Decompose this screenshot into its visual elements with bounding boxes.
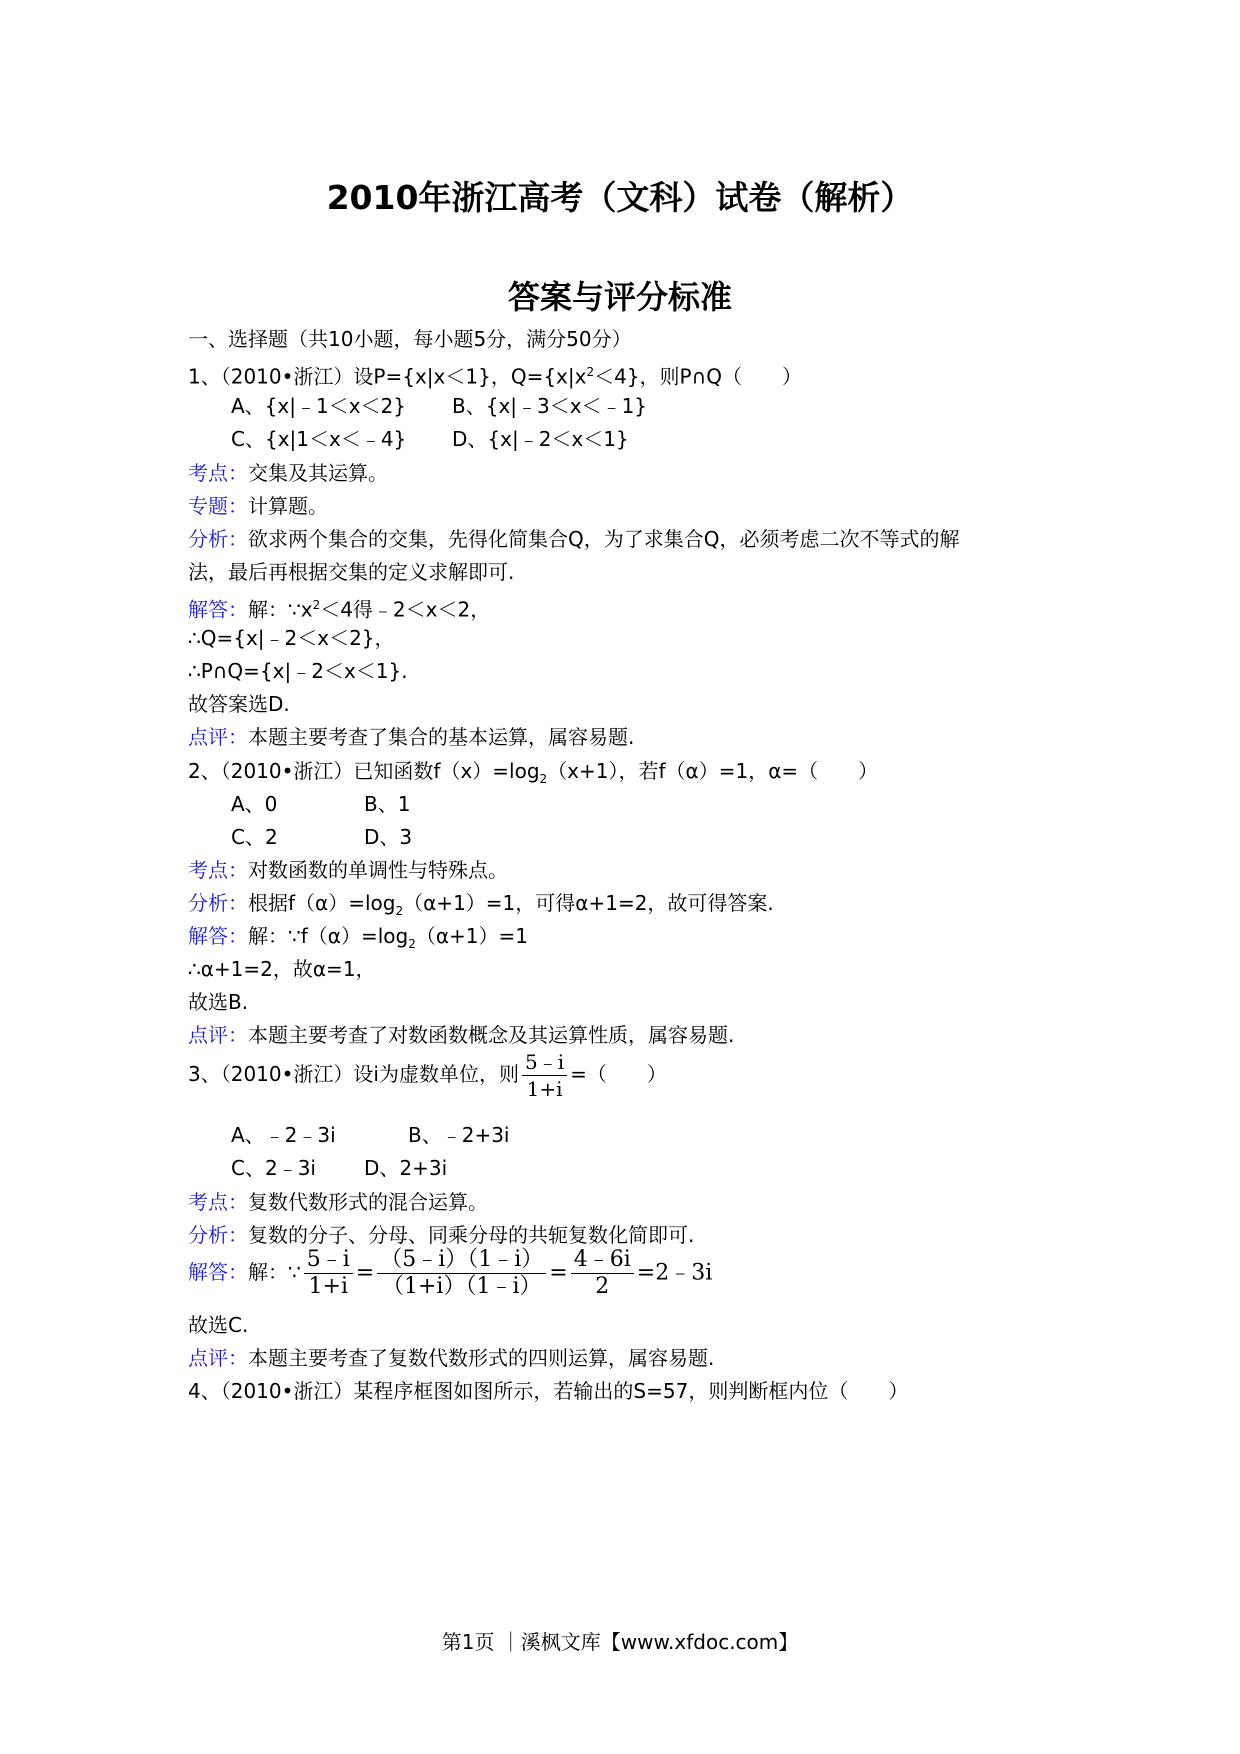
section-header: 一、选择题（共10小题，每小题5分，满分50分） — [188, 327, 632, 351]
page-footer: 第1页 ｜溪枫文库【www.xfdoc.com】 — [441, 1630, 799, 1654]
q3-fraction-1: $\frac{5﹣i}{1+i}$ — [304, 1247, 353, 1300]
q1-option-c: C、{x|1＜x＜﹣4} — [231, 427, 407, 451]
zhuanti-label: 专题： — [188, 494, 248, 518]
q3-fraction-3: $\frac{4﹣6i}{2}$ — [571, 1247, 634, 1300]
q3-option-a: A、﹣2﹣3i — [231, 1123, 336, 1147]
q2-option-c: C、2 — [231, 825, 278, 849]
q3-option-d: D、2+3i — [364, 1156, 448, 1180]
q1-option-b: B、{x|﹣3＜x＜﹣1} — [452, 394, 648, 418]
q1-option-d: D、{x|﹣2＜x＜1} — [452, 427, 629, 451]
q3-fraction-2: $\frac{(5﹣i)(1﹣i)}{(1+i)(1﹣i)}$ — [377, 1247, 546, 1300]
fenxi-label: 分析： — [188, 527, 248, 551]
q1-kaodian: 考点：交集及其运算。 — [188, 461, 388, 485]
q1-stem: 1、（2010•浙江）设P={x|x＜1}，$Q=\{x|x^2<4\}$，则P∩Q（ ） — [188, 364, 802, 389]
q3-jieda: 解答：解：∵ $\frac{5﹣i}{1+i}$ = $\frac{(5﹣i)(1﹣i)}{(1+i)(1﹣i)}$ = $\frac{4﹣6i}{2}$ =2﹣3i — [188, 1247, 713, 1299]
q3-option-c: C、2﹣3i — [231, 1156, 316, 1180]
q3-stem-fraction: $\frac{5﹣i}{1+i}$ — [522, 1049, 567, 1102]
q1-jieda: 解答：解：$\because x^2<4$得﹣2＜x＜2， — [188, 597, 491, 622]
q2-option-b: B、1 — [364, 792, 411, 816]
q2-option-d: D、3 — [364, 825, 413, 849]
q1-answer: 故答案选D. — [188, 692, 290, 716]
q2-stem: 2、（2010•浙江）已知函数$f(x)=\log_2(x+1)$，若f（α）=1，α=（ ） — [188, 759, 879, 786]
q1-zhuanti: 专题：计算题。 — [188, 494, 328, 518]
q2-jieda: 解答：解：$\because f(\alpha)=\log_2(\alpha+1)=1$ — [188, 924, 528, 951]
q1-dianping: 点评：本题主要考查了集合的基本运算，属容易题. — [188, 725, 635, 749]
page-title: 2010年浙江高考（文科）试卷（解析） — [326, 178, 914, 217]
q1-step-3: ∴P∩Q={x|﹣2＜x＜1}. — [188, 659, 408, 683]
q1-step-2: ∴Q={x|﹣2＜x＜2}， — [188, 626, 395, 650]
jieda-label: 解答： — [188, 597, 248, 622]
q1-option-a: A、{x|﹣1＜x＜2} — [231, 394, 406, 418]
dianping-label: 点评： — [188, 725, 248, 749]
kaodian-label: 考点： — [188, 461, 248, 485]
q2-dianping: 点评：本题主要考查了对数函数概念及其运算性质，属容易题. — [188, 1023, 735, 1047]
q2-kaodian: 考点：对数函数的单调性与特殊点。 — [188, 858, 508, 882]
q1-fenxi-cont: 法，最后再根据交集的定义求解即可. — [188, 560, 515, 584]
q2-fenxi: 分析：根据$f(\alpha)=\log_2(\alpha+1)=1$，可得α+1=2，故可得答案. — [188, 891, 774, 918]
q4-stem: 4、（2010•浙江）某程序框图如图所示，若输出的S=57，则判断框内位（ ） — [188, 1379, 909, 1403]
q3-dianping: 点评：本题主要考查了复数代数形式的四则运算，属容易题. — [188, 1346, 715, 1370]
q3-kaodian: 考点：复数代数形式的混合运算。 — [188, 1190, 488, 1214]
q3-stem: 3、（2010•浙江）设i为虚数单位，则 $\frac{5﹣i}{1+i}$ =（ ） — [188, 1050, 667, 1101]
q3-fenxi: 分析：复数的分子、分母、同乘分母的共轭复数化简即可. — [188, 1223, 695, 1247]
q3-answer: 故选C. — [188, 1313, 249, 1337]
q3-option-b: B、﹣2+3i — [408, 1123, 510, 1147]
page-subtitle: 答案与评分标准 — [507, 278, 732, 316]
q3-result: =2﹣3i — [636, 1260, 713, 1286]
q1-fenxi: 分析：欲求两个集合的交集，先得化简集合Q，为了求集合Q，必须考虑二次不等式的解 — [188, 527, 960, 551]
q2-step-2: ∴α+1=2，故α=1， — [188, 957, 376, 981]
q2-answer: 故选B. — [188, 990, 249, 1014]
q2-option-a: A、0 — [231, 792, 278, 816]
